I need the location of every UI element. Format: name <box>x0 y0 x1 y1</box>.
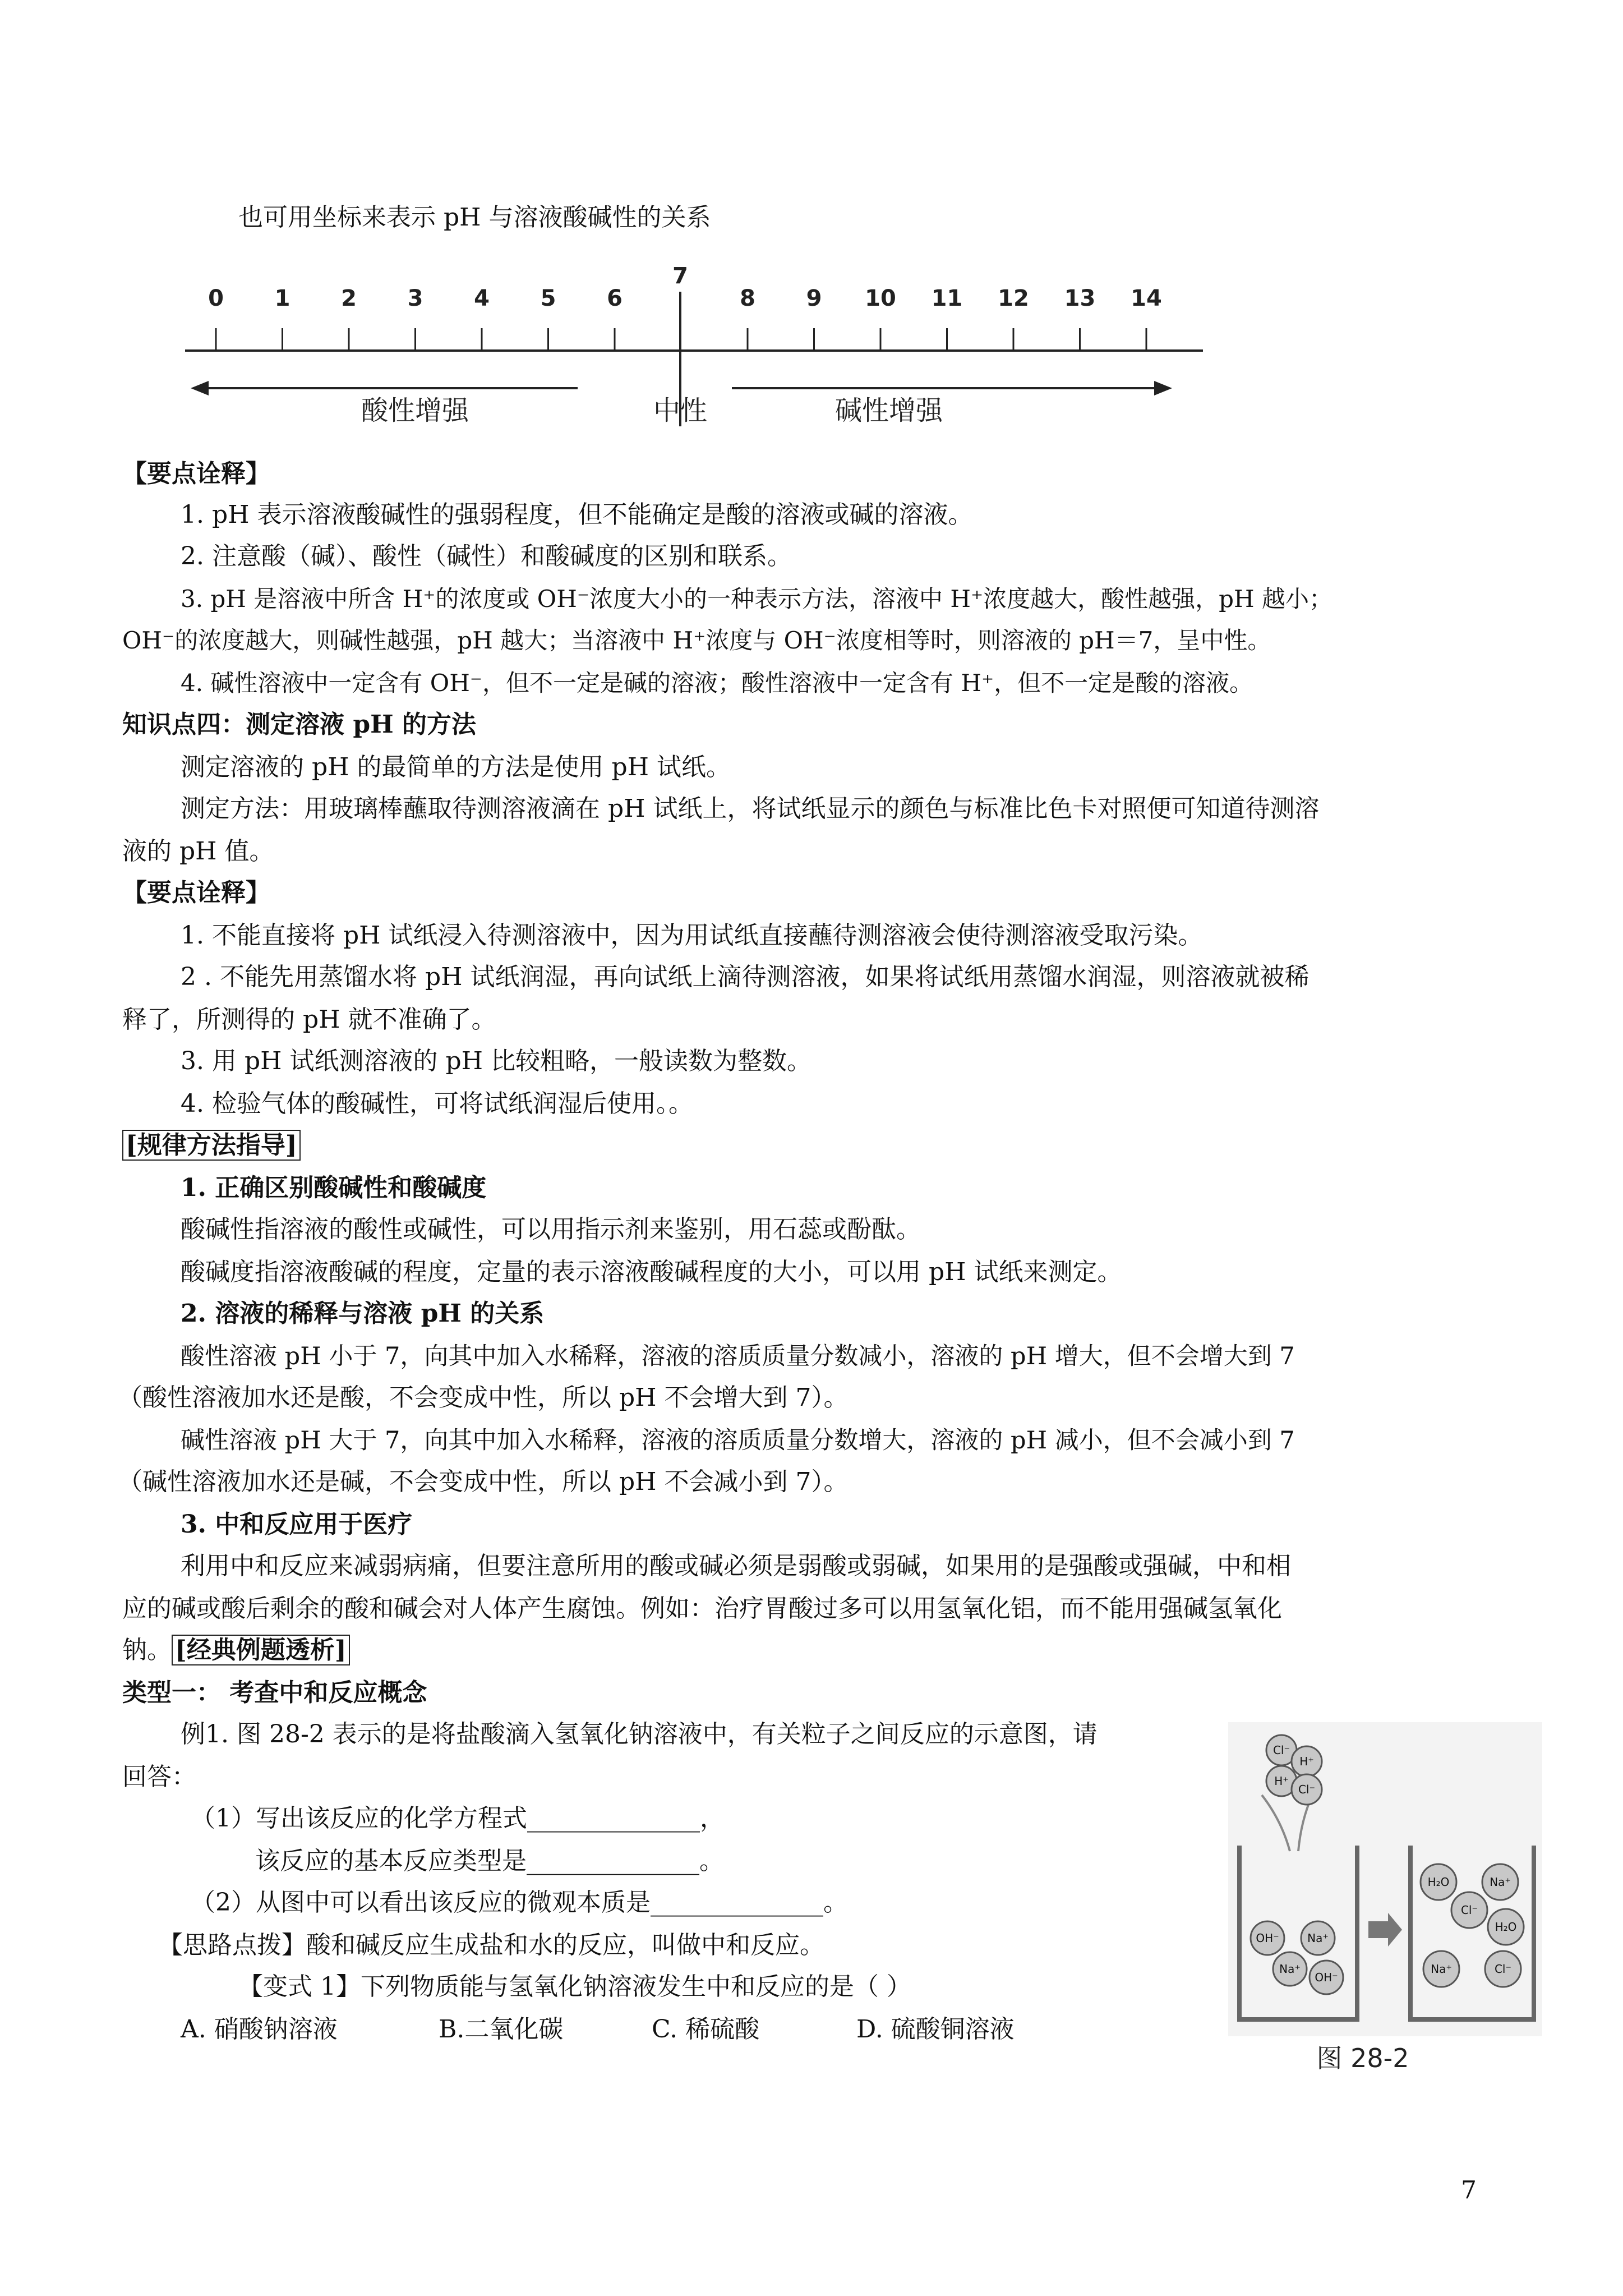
section-heading: 【要点诠释】 <box>122 878 270 907</box>
figure-28-2 <box>1228 1722 1542 2076</box>
ion-label: Cl⁻ <box>1494 1962 1512 1976</box>
paragraph: 2 . 不能先用蒸馏水将 pH 试纸润湿，再向试纸上滴待测溶液，如果将试纸用蒸馏水润湿，则溶液就被稀 <box>181 963 1310 991</box>
scale-tick-label: 1 <box>274 286 291 311</box>
ion-label: Cl⁻ <box>1460 1903 1478 1917</box>
ion-label: H₂O <box>1495 1920 1517 1934</box>
paragraph: 酸碱度指溶液酸碱的程度，定量的表示溶液酸碱程度的大小，可以用 pH 试纸来测定。 <box>181 1258 1122 1286</box>
scale-tick-label: 4 <box>474 286 490 311</box>
scale-tick-label: 8 <box>740 286 755 311</box>
figure-caption: 图 28-2 <box>1316 2043 1409 2073</box>
paragraph: 4. 检验气体的酸碱性，可将试纸润湿后使用。。 <box>181 1089 693 1118</box>
example-text: 例1. 图 28-2 表示的是将盐酸滴入氢氧化钠溶液中，有关粒子之间反应的示意图，请 <box>181 1720 1098 1749</box>
scale-tick-label: 7 <box>672 263 688 289</box>
scale-tick-label: 0 <box>208 286 224 311</box>
example-text: 回答： <box>122 1763 196 1791</box>
scale-tick-label: 12 <box>998 286 1029 311</box>
paragraph: （酸性溶液加水还是酸，不会变成中性，所以 pH 不会增大到 7）。 <box>118 1383 849 1412</box>
variant-question: 【变式 1】下列物质能与氢氧化钠溶液发生中和反应的是（ ） <box>238 1972 911 2001</box>
scale-tick-label: 11 <box>931 286 963 311</box>
ion-label: H₂O <box>1427 1875 1450 1889</box>
ion-label: Na⁺ <box>1431 1962 1452 1976</box>
question: （2）从图中可以看出该反应的微观本质是______________。 <box>191 1888 848 1917</box>
paragraph: 酸性溶液 pH 小于 7，向其中加入水稀释，溶液的溶质质量分数减小，溶液的 pH 增大，但不会增大到 7 <box>181 1342 1295 1370</box>
ion-label: Cl⁻ <box>1298 1783 1316 1796</box>
paragraph: 2. 注意酸（碱）、酸性（碱性）和酸碱度的区别和联系。 <box>181 542 792 570</box>
option-c: C. 稀硫酸 <box>652 2015 760 2044</box>
paragraph: 3. 用 pH 试纸测溶液的 pH 比较粗略，一般读数为整数。 <box>181 1047 811 1075</box>
hint-text: 【思路点拨】酸和碱反应生成盐和水的反应，叫做中和反应。 <box>158 1931 824 1959</box>
paragraph: 测定溶液的 pH 的最简单的方法是使用 pH 试纸。 <box>181 753 731 781</box>
ion-label: OH⁻ <box>1256 1931 1279 1945</box>
option-a: A. 硝酸钠溶液 <box>181 2015 338 2044</box>
paragraph: 应的碱或酸后剩余的酸和碱会对人体产生腐蚀。例如：治疗胃酸过多可以用氢氧化铝，而不能用强碱氢氧化 <box>122 1594 1282 1623</box>
ion-label: Na⁺ <box>1490 1875 1511 1889</box>
examples-heading: [经典例题透析] <box>172 1635 350 1665</box>
paragraph: 释了，所测得的 pH 就不准确了。 <box>122 1005 496 1034</box>
scale-tick-label: 6 <box>607 286 623 311</box>
option-b: B.二氧化碳 <box>439 2015 564 2044</box>
scale-tick-label: 2 <box>341 286 357 311</box>
scale-tick-label: 13 <box>1064 286 1096 311</box>
base-label: 碱性增强 <box>834 395 943 426</box>
paragraph: 测定方法：用玻璃棒蘸取待测溶液滴在 pH 试纸上，将试纸显示的颜色与标准比色卡对照便可知道待测溶 <box>181 794 1320 823</box>
type-heading: 类型一： 考查中和反应概念 <box>122 1678 427 1707</box>
paragraph: 利用中和反应来减弱病痛，但要注意所用的酸或碱必须是弱酸或弱碱，如果用的是强酸或强碱，中和相 <box>181 1552 1291 1580</box>
paragraph: 碱性溶液 pH 大于 7，向其中加入水稀释，溶液的溶质质量分数增大，溶液的 pH 减小，但不会减小到 7 <box>181 1427 1295 1455</box>
paragraph: 3. pH 是溶液中所含 H⁺的浓度或 OH⁻浓度大小的一种表示方法，溶液中 H⁺浓度越大，酸性越强，pH 越小； <box>181 585 1333 613</box>
option-d: D. 硫酸铜溶液 <box>856 2015 1015 2044</box>
scale-tick-label: 3 <box>407 286 423 311</box>
method-heading: [规律方法指导] <box>122 1130 301 1161</box>
scale-tick-label: 10 <box>865 286 896 311</box>
paragraph: （碱性溶液加水还是碱，不会变成中性，所以 pH 不会减小到 7）。 <box>118 1467 849 1496</box>
question: （1）写出该反应的化学方程式______________， <box>191 1804 725 1833</box>
paragraph: 酸碱性指溶液的酸性或碱性，可以用指示剂来鉴别，用石蕊或酚酞。 <box>181 1215 921 1244</box>
section-heading: 【要点诠释】 <box>122 459 270 488</box>
subheading: 2. 溶液的稀释与溶液 pH 的关系 <box>181 1299 545 1328</box>
paragraph: OH⁻的浓度越大，则碱性越强，pH 越大；当溶液中 H⁺浓度与 OH⁻浓度相等时，则溶液的 pH＝7，呈中性。 <box>122 627 1271 654</box>
ion-label: OH⁻ <box>1315 1971 1338 1984</box>
page-number: 7 <box>1461 2176 1477 2205</box>
intro-text: 也可用坐标来表示 pH 与溶液酸碱性的关系 <box>238 203 711 232</box>
scale-tick-label: 9 <box>806 286 822 311</box>
base-arrow-head <box>1154 381 1172 395</box>
ion-label: H⁺ <box>1274 1774 1289 1788</box>
paragraph: 液的 pH 值。 <box>122 837 274 866</box>
paragraph: 1. pH 表示溶液酸碱性的强弱程度，但不能确定是酸的溶液或碱的溶液。 <box>181 500 973 529</box>
ion-label: H⁺ <box>1299 1755 1314 1768</box>
knowledge-heading: 知识点四：测定溶液 pH 的方法 <box>122 710 476 739</box>
ion-label: Na⁺ <box>1307 1931 1329 1945</box>
question: 该反应的基本反应类型是______________。 <box>255 1847 724 1875</box>
ion-label: Cl⁻ <box>1272 1743 1290 1757</box>
options-row <box>181 2013 1015 2046</box>
ph-scale-diagram <box>179 258 1217 438</box>
neutral-label: 中性 <box>653 395 708 426</box>
scale-tick-label: 14 <box>1131 286 1162 311</box>
acid-arrow-head <box>191 381 209 395</box>
paragraph: 1. 不能直接将 pH 试纸浸入待测溶液中，因为用试纸直接蘸待测溶液会使待测溶液受取污染。 <box>181 921 1203 950</box>
paragraph: 钠。 <box>122 1636 172 1664</box>
subheading: 1. 正确区别酸碱性和酸碱度 <box>181 1174 487 1202</box>
ion-label: Na⁺ <box>1279 1962 1301 1976</box>
paragraph: 4. 碱性溶液中一定含有 OH⁻，但不一定是碱的溶液；酸性溶液中一定含有 H⁺，但不一定是酸的溶液。 <box>181 669 1253 697</box>
scale-tick-label: 5 <box>540 286 556 311</box>
acid-label: 酸性增强 <box>361 395 469 426</box>
subheading: 3. 中和反应用于医疗 <box>181 1510 413 1539</box>
